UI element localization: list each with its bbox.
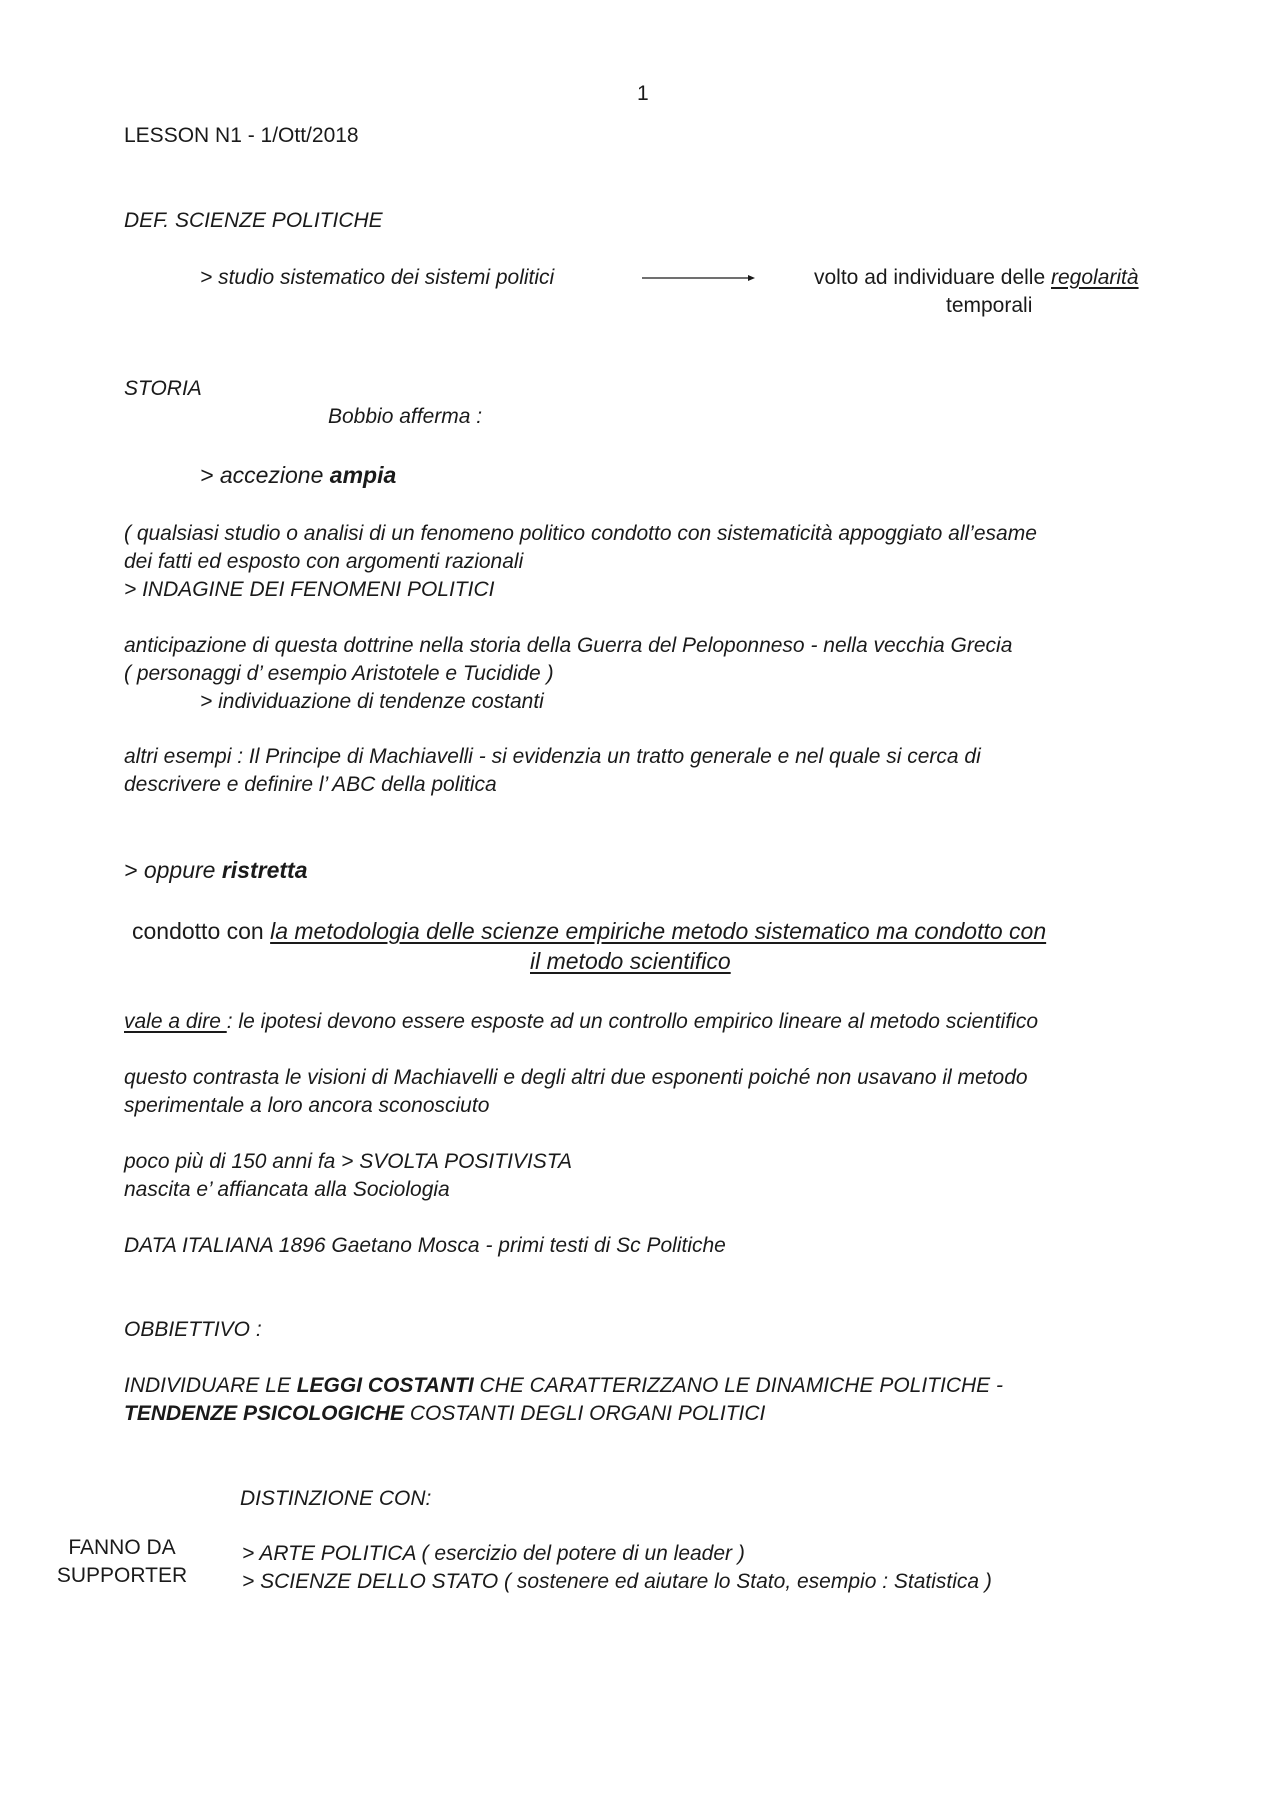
altri-esempi-line2: descrivere e definire l’ ABC della politica — [124, 773, 497, 796]
obiettivo-line2 — [124, 1400, 765, 1428]
obiettivo-l1-c: CHE CARATTERIZZANO LE DINAMICHE POLITICHE - — [473, 1374, 1003, 1397]
obiettivo-l1-a: INDIVIDUARE LE — [124, 1374, 297, 1397]
page-number: 1 — [637, 82, 649, 105]
svolta-line2: nascita e’ affiancata alla Sociologia — [124, 1178, 450, 1201]
condotto-emph-line1: la metodologia delle scienze empiriche metodo sistematico ma condotto con — [270, 918, 1047, 944]
vale-a-dire-label: vale a dire — [124, 1010, 227, 1033]
altri-esempi-line1: altri esempi : Il Principe di Machiavelli - si evidenzia un tratto generale e nel quale si cerca di — [124, 745, 981, 768]
accezione-ampia-bold: ampia — [329, 462, 397, 488]
obiettivo-l1-bold: LEGGI COSTANTI — [296, 1374, 474, 1397]
obiettivo-l2-b: COSTANTI DEGLI ORGANI POLITICI — [404, 1402, 766, 1425]
lesson-header: LESSON N1 - 1/Ott/2018 — [124, 124, 359, 147]
anticipazione-line2: ( personaggi d’ esempio Aristotele e Tucidide ) — [124, 662, 554, 685]
definition-result-emph: regolarità — [1051, 266, 1139, 289]
anticipazione-line1: anticipazione di questa dottrine nella storia della Guerra del Peloponneso - nella vecchia Grecia — [124, 634, 1013, 657]
distinzione-item-1: > ARTE POLITICA ( esercizio del potere di un leader ) — [242, 1542, 745, 1565]
definition-result — [814, 264, 1139, 292]
definition-result-line2: temporali — [946, 294, 1033, 317]
vale-a-dire — [124, 1008, 1038, 1036]
definition-result-prefix: volto ad individuare delle — [814, 266, 1051, 289]
vale-a-dire-text: : le ipotesi devono essere esposte ad un controllo empirico lineare al metodo scientifico — [226, 1010, 1039, 1033]
ampia-desc-line2: dei fatti ed esposto con argomenti razionali — [124, 550, 524, 573]
accezione-ristretta — [124, 856, 308, 884]
side-note — [44, 1534, 200, 1590]
ampia-desc-line1: ( qualsiasi studio o analisi di un fenomeno politico condotto con sistematicità appoggiato all’esame — [124, 522, 1037, 545]
side-note-line2: SUPPORTER — [56, 1564, 188, 1587]
side-note-line1: FANNO DA — [68, 1536, 176, 1559]
accezione-ampia — [200, 461, 396, 489]
accezione-ristretta-bold: ristretta — [221, 857, 308, 883]
obiettivo-l2-bold: TENDENZE PSICOLOGICHE — [124, 1402, 405, 1425]
condotto-line1 — [132, 917, 1046, 945]
indagine-text: > INDAGINE DEI FENOMENI POLITICI — [124, 578, 495, 601]
condotto-prefix: condotto con — [132, 918, 271, 944]
bobbio-text: Bobbio afferma : — [328, 405, 483, 428]
storia-title: STORIA — [124, 377, 202, 400]
obiettivo-title: OBBIETTIVO : — [124, 1318, 262, 1341]
distinzione-title: DISTINZIONE CON: — [240, 1487, 432, 1510]
data-italiana: DATA ITALIANA 1896 Gaetano Mosca - primi testi di Sc Politiche — [124, 1234, 726, 1257]
arrow-right-icon — [640, 271, 756, 285]
condotto-emph-line2: il metodo scientifico — [530, 948, 731, 974]
distinzione-item-2: > SCIENZE DELLO STATO ( sostenere ed aiutare lo Stato, esempio : Statistica ) — [242, 1570, 992, 1593]
definition-title: DEF. SCIENZE POLITICHE — [124, 209, 383, 232]
definition-item: > studio sistematico dei sistemi politici — [200, 266, 555, 289]
obiettivo-line1 — [124, 1372, 1003, 1400]
svolta-line1: poco più di 150 anni fa > SVOLTA POSITIVISTA — [124, 1150, 573, 1173]
accezione-ampia-prefix: > accezione — [200, 462, 330, 488]
accezione-ristretta-prefix: > oppure — [124, 857, 222, 883]
tendenze-text: > individuazione di tendenze costanti — [200, 690, 544, 713]
contrasta-line2: sperimentale a loro ancora sconosciuto — [124, 1094, 490, 1117]
contrasta-line1: questo contrasta le visioni di Machiavelli e degli altri due esponenti poiché non usavano il metodo — [124, 1066, 1028, 1089]
